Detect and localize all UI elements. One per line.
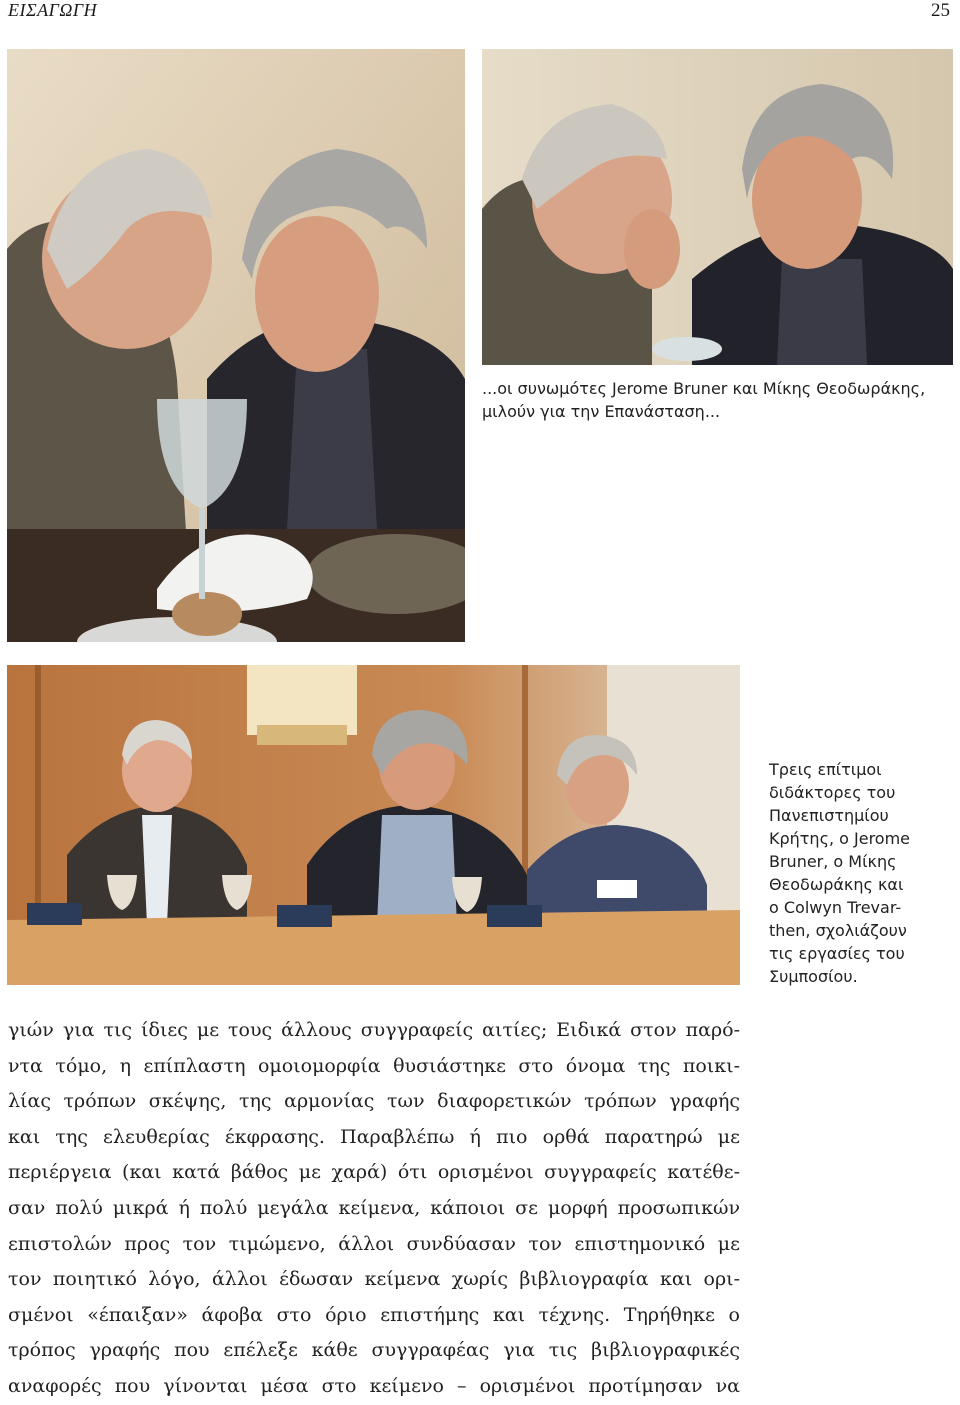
body-line: τρόπος γραφής που επέλεξε κάθε συγγραφέας για τις βιβλιογραφικές <box>8 1339 740 1362</box>
caption-line: Bruner, o Μίκης <box>769 852 897 871</box>
body-line: σμένοι «έπαιξαν» άφοβα στο όριο επιστήμης και τέχνης. Τηρήθηκε ο <box>8 1303 740 1326</box>
caption-line: ο Colwyn Trevar- <box>769 898 902 917</box>
body-line: ντα τόμο, η επίπλαστη ομοιομορφία θυσιάστηκε στο όνομα της ποικι- <box>8 1054 740 1077</box>
header-title: ΕΙΣΑΓΩΓΗ <box>8 0 98 20</box>
caption-line: Πανεπιστημίου <box>769 806 889 825</box>
body-paragraph <box>8 1013 740 1405</box>
body-line: λίας τρόπων σκέψης, της αρμονίας των διαφορετικών τρόπων γραφής <box>8 1090 740 1113</box>
caption-photo-3 <box>769 758 949 988</box>
body-line: τον ποιητικό λόγο, άλλοι έδωσαν κείμενα χωρίς βιβλιογραφία και ορι- <box>8 1268 740 1291</box>
caption-line: διδάκτορες του <box>769 783 896 802</box>
caption-line: ...οι συνωμότες Jerome Bruner και Μίκης Θεοδωράκης, <box>482 379 926 398</box>
caption-line: Συμποσίου. <box>769 967 858 986</box>
caption-photo-1 <box>482 377 942 423</box>
body-line: περιέργεια (και κατά βάθος με χαρά) ότι ορισμένοι συγγραφείς κατέθε- <box>8 1161 740 1184</box>
body-line: και της ελευθερίας έκφρασης. Παραβλέπω ή πιο ορθά παρατηρώ με <box>8 1125 740 1148</box>
photo-three-men-at-panel-table <box>7 665 740 985</box>
caption-line: τις εργασίες του <box>769 944 905 963</box>
body-line: γιών για τις ίδιες με τους άλλους συγγραφείς αιτίες; Ειδικά στον παρό- <box>8 1019 740 1041</box>
body-line: αναφορές που γίνονται μέσα στο κείμενο – ορισμένοι προτίμησαν να <box>8 1374 740 1397</box>
page-number: 25 <box>931 0 950 21</box>
caption-line: μιλούν για την Επανάσταση... <box>482 402 721 421</box>
caption-line: Τρεις επίτιμοι <box>769 760 882 779</box>
photo-two-men-talking-at-table <box>7 49 465 642</box>
body-line: επιστολών προς τον τιμώμενο, άλλοι συνδύασαν τον επιστημονικό με <box>8 1232 740 1255</box>
caption-line: Θεοδωράκης και <box>769 875 904 894</box>
caption-line: then, σχολιάζουν <box>769 921 907 940</box>
body-line: σαν πολύ μικρά ή πολύ μεγάλα κείμενα, κάποιοι σε μορφή προσωπικών <box>8 1196 740 1219</box>
photo-two-men-talking-closeup <box>482 49 953 365</box>
caption-line: Κρήτης, ο Jerome <box>769 829 911 848</box>
